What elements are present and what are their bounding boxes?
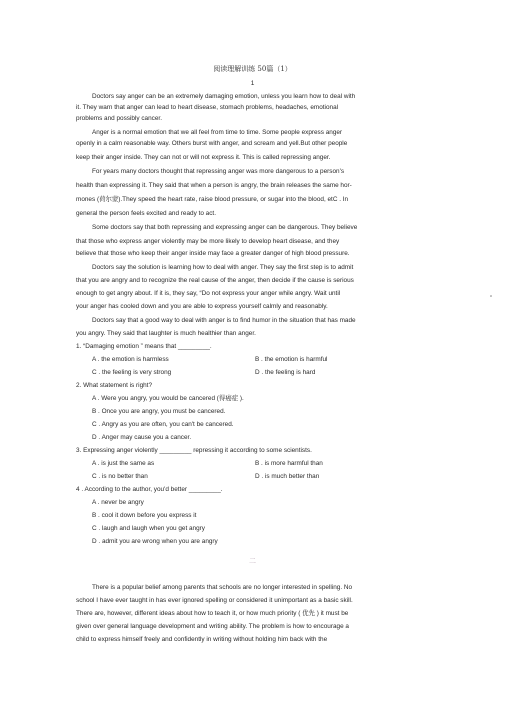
passage1-line: that you are angry and to recognize the real cause of the anger, then decide if the cause is serious — [76, 277, 354, 284]
question-option: A . is just the same as — [92, 460, 155, 467]
passage1-line: that those who express anger violently may be more likely to develop heart disease, and they — [76, 238, 340, 245]
question-option: C . the feeling is very strong — [92, 369, 172, 376]
passage2-line: There are, however, different ideas about how to teach it, or how much priority ( 优先 ) it must be — [76, 610, 349, 617]
question-option: A . the emotion is harmless — [92, 356, 169, 363]
passage1-line: general the person feels excited and ready to act. — [76, 210, 216, 217]
question-stem: 1. “Damaging emotion ” means that _________. — [76, 343, 212, 350]
question-option: D . admit you are wrong when you are angry — [92, 538, 218, 545]
question-stem: 2. What statement is right? — [76, 382, 153, 389]
question-option: A . Were you angry, you would be cancered (得癌症 ). — [92, 395, 244, 402]
question-option: D . is much better than — [255, 473, 320, 480]
passage1-line: believe that those who keep their anger inside may face a greater danger of high blood pressure. — [76, 250, 350, 257]
passage2-line: given over general language development and writing ability. The problem is how to encourage a — [76, 623, 349, 630]
question-option: B . the emotion is harmful — [255, 356, 328, 363]
quote-mark: ” — [490, 296, 492, 302]
passage1-line: health than expressing it. They said that when a person is angry, the brain releases the same hor- — [76, 182, 352, 189]
question-stem: 3. Expressing anger violently _________ repressing it according to some scientists. — [76, 447, 312, 454]
page-title: 阅读理解训练 50篇（1） — [213, 65, 292, 73]
question-option: B . cool it down before you express it — [92, 512, 197, 519]
passage1-line: For years many doctors thought that repressing anger was more dangerous to a person's — [92, 168, 345, 175]
question-option: C . is no better than — [92, 473, 148, 480]
passage1-line: enough to get angry about. If it is, they say, “Do not express your anger while angry. Wait until — [76, 290, 341, 297]
section-number-2: 二 — [249, 557, 256, 565]
question-option: D . the feeling is hard — [255, 369, 316, 376]
passage2-line: school I have ever taught in has ever ignored spelling or considered it unimportant as a basic skill. — [76, 597, 353, 604]
question-option: B . Once you are angry, you must be cancered. — [92, 408, 226, 415]
passage1-line: Doctors say that a good way to deal with anger is to find humor in the situation that has made — [92, 317, 356, 324]
passage1-line: Some doctors say that both repressing and expressing anger can be dangerous. They believe — [92, 224, 358, 231]
question-option: B . is more harmful than — [255, 460, 323, 467]
question-option: D . Anger may cause you a cancer. — [92, 434, 192, 441]
passage1-line: openly in a calm reasonable way. Others burst with anger, and scream and yell.But other people — [76, 140, 348, 147]
section-number-1: 1 — [250, 80, 255, 87]
passage1-line: your anger has cooled down and you are able to express yourself calmly and reasonably. — [76, 303, 328, 310]
passage2-line: There is a popular belief among parents that schools are no longer interested in spelling. No — [92, 584, 353, 591]
question-stem: 4 . According to the author, you'd better _________. — [76, 486, 223, 493]
passage1-line: it. They warn that anger can lead to heart disease, stomach problems, headaches, emotional — [76, 104, 339, 111]
passage1-line: you angry. They said that laughter is much healthier than anger. — [76, 330, 256, 337]
passage1-line: keep their anger inside. They can not or will not express it. This is called repressing anger. — [76, 154, 331, 161]
passage1-line: Anger is a normal emotion that we all feel from time to time. Some people express anger — [92, 129, 343, 136]
passage1-line: Doctors say anger can be an extremely damaging emotion, unless you learn how to deal with — [92, 93, 356, 100]
passage1-line: Doctors say the solution is learning how to deal with anger. They say the first step is to admit — [92, 264, 354, 271]
passage1-line: mones (荷尔蒙).They speed the heart rate, raise blood pressure, or sugar into the blood, etC . In — [76, 196, 349, 203]
passage1-line: problems and possibly cancer. — [76, 115, 162, 122]
question-option: A . never be angry — [92, 499, 144, 506]
question-option: C . Angry as you are often, you can't be cancered. — [92, 421, 234, 428]
passage2-line: child to express himself freely and confidently in writing without holding him back with the — [76, 636, 328, 643]
question-option: C . laugh and laugh when you get angry — [92, 525, 205, 532]
